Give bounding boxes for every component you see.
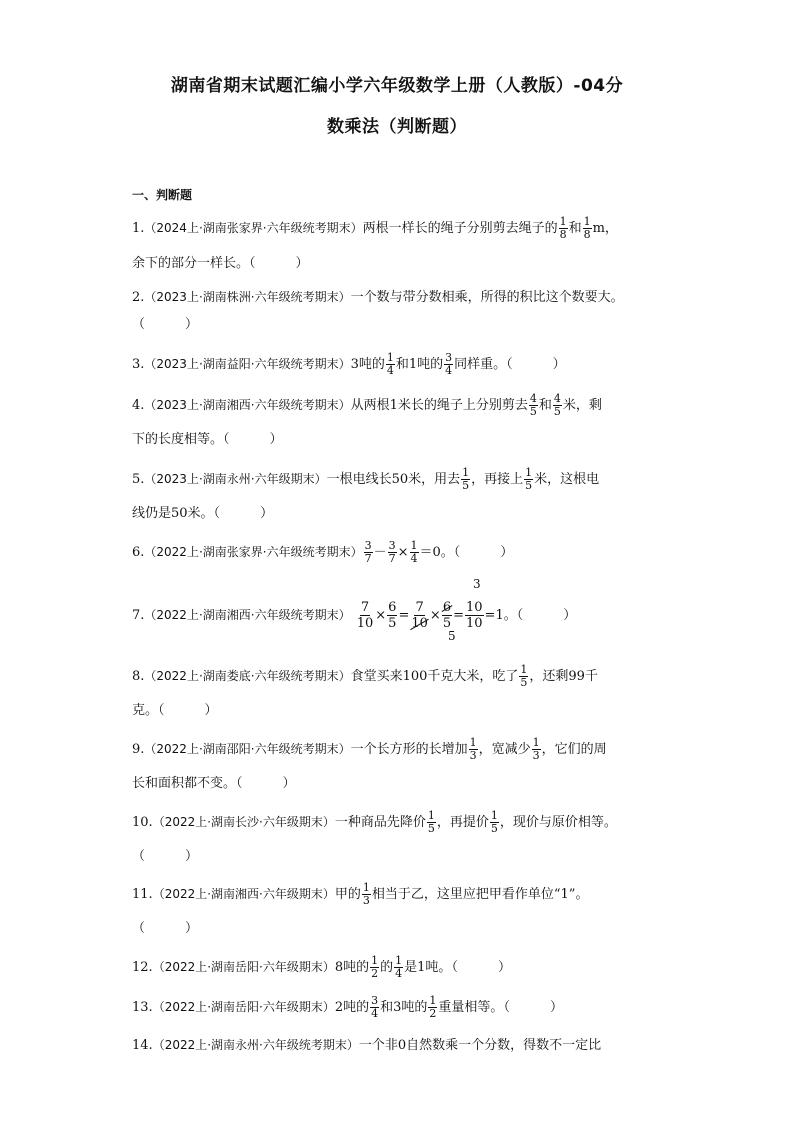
- question-1: 1.（2024上·湖南张家界·六年级统考期末）两根一样长的绳子分别剪去绳子的 $\frac{1}{8}$ 和 $\frac{1}{8}$ m，: [132, 215, 618, 241]
- title-line-2: 数乘法（判断题）: [327, 117, 467, 137]
- fraction: $\frac{4}{5}$: [553, 392, 561, 418]
- question-12: 12.（2022上·湖南岳阳·六年级期末）8吨的 $\frac{1}{2}$ 的 $\frac{1}{4}$ 是1吨。（ ）: [132, 954, 511, 980]
- question-source: （2022上·湖南湘西·六年级统考期末）: [144, 608, 351, 622]
- question-source: （2022上·湖南永州·六年级统考期末）: [152, 1038, 359, 1052]
- fraction: $\frac{1}{3}$: [362, 881, 370, 907]
- cancelled-denominator: 10: [411, 616, 428, 631]
- question-11-cont: （ ）: [132, 921, 199, 936]
- fraction: $\frac{3}{7}$: [364, 539, 372, 565]
- fraction: $\frac{1}{4}$: [395, 954, 403, 980]
- question-5-cont: 线仍是50米。（ ）: [132, 506, 274, 521]
- title-line-1: 湖南省期末试题汇编小学六年级数学上册（人教版）-04分: [170, 76, 624, 96]
- question-source: （2023上·湖南湘西·六年级统考期末）: [144, 398, 351, 412]
- question-source: （2023上·湖南益阳·六年级统考期末）: [144, 357, 351, 371]
- fraction: $\frac{1}{2}$: [429, 994, 437, 1020]
- question-8: 8.（2022上·湖南娄底·六年级统考期末）食堂买来100千克大米，吃了 $\frac{1}{5}$ ，还剩99千: [132, 663, 598, 689]
- question-10: 10.（2022上·湖南长沙·六年级期末）一种商品先降价 $\frac{1}{5}$ ，再提价 $\frac{1}{5}$ ，现价与原价相等。: [132, 809, 617, 835]
- question-6: 6.（2022上·湖南张家界·六年级统考期末） $\frac{3}{7}$ － $\frac{3}{7}$ × $\frac{1}{4}$ ＝0。（ ）: [132, 539, 514, 565]
- fraction: $\frac{3}{4}$: [371, 994, 379, 1020]
- fraction: $\frac{1}{5}$: [520, 663, 528, 689]
- fraction: $\frac{3}{4}$: [445, 351, 453, 377]
- question-9: 9.（2022上·湖南邵阳·六年级统考期末）一个长方形的长增加 $\frac{1}{3}$ ，宽减少 $\frac{1}{3}$ ，它们的周: [132, 736, 607, 762]
- section-heading: 一、判断题: [132, 188, 193, 202]
- question-source: （2023上·湖南株洲·六年级统考期末）: [144, 290, 351, 304]
- fraction: $\frac{6}{5}$: [442, 600, 452, 631]
- question-5: 5.（2023上·湖南永州·六年级期末）一根电线长50米，用去 $\frac{1}{5}$ ，再接上 $\frac{1}{5}$ 米，这根电: [132, 466, 600, 492]
- question-10-cont: （ ）: [132, 849, 199, 864]
- question-text: 两根一样长的绳子分别剪去绳子的: [362, 221, 558, 236]
- fraction: $\frac{1}{4}$: [410, 539, 418, 565]
- question-13: 13.（2022上·湖南岳阳·六年级期末）2吨的 $\frac{3}{4}$ 和3吨的 $\frac{1}{2}$ 重量相等。（ ）: [132, 994, 563, 1020]
- fraction: $\frac{1}{5}$: [462, 466, 470, 492]
- fraction: $\frac{1}{8}$: [559, 215, 567, 241]
- fraction: $\frac{7}{10}$: [356, 600, 374, 631]
- question-source: （2022上·湖南长沙·六年级期末）: [152, 815, 335, 829]
- question-4: 4.（2023上·湖南湘西·六年级统考期末）从两根1米长的绳子上分别剪去 $\frac{4}{5}$ 和 $\frac{4}{5}$ 米，剩: [132, 392, 602, 418]
- question-source: （2023上·湖南永州·六年级期末）: [144, 472, 327, 486]
- fraction: $\frac{7}{10}$: [411, 600, 428, 631]
- question-source: （2022上·湖南岳阳·六年级期末）: [152, 960, 335, 974]
- fraction: $\frac{3}{7}$: [388, 539, 396, 565]
- question-9-cont: 长和面积都不变。（ ）: [132, 776, 296, 791]
- question-3: 3.（2023上·湖南益阳·六年级统考期末）3吨的 $\frac{1}{4}$ 和1吨的 $\frac{3}{4}$ 同样重。（ ）: [132, 351, 566, 377]
- question-source: （2022上·湖南张家界·六年级统考期末）: [144, 545, 363, 559]
- question-source: （2022上·湖南岳阳·六年级期末）: [152, 1000, 335, 1014]
- fraction: $\frac{1}{3}$: [469, 736, 477, 762]
- fraction: $\frac{1}{5}$: [490, 809, 498, 835]
- question-source: （2024上·湖南张家界·六年级统考期末）: [144, 221, 363, 235]
- question-source: （2022上·湖南邵阳·六年级统考期末）: [144, 742, 351, 756]
- question-2: 2.（2023上·湖南株洲·六年级统考期末）一个数与带分数相乘，所得的积比这个数要大。: [132, 290, 624, 305]
- question-7: 7.（2022上·湖南湘西·六年级统考期末） $\frac{7}{10}$ × $\frac{6}{5}$ = $\frac{7}{10}$ × $\frac{6}{5}$ = $\frac{10}{10}$ =1。（ ）: [132, 600, 577, 631]
- question-4-cont: 下的长度相等。（ ）: [132, 432, 283, 447]
- fraction: $\frac{1}{5}$: [427, 809, 435, 835]
- fraction: $\frac{6}{5}$: [388, 600, 397, 631]
- question-source: （2022上·湖南湘西·六年级期末）: [152, 887, 335, 901]
- question-1-cont: 余下的部分一样长。（ ）: [132, 256, 309, 271]
- question-8-cont: 克。（ ）: [132, 703, 218, 718]
- fraction: $\frac{1}{8}$: [583, 215, 591, 241]
- fraction: $\frac{4}{5}$: [529, 392, 537, 418]
- question-14: 14.（2022上·湖南永州·六年级统考期末）一个非0自然数乘一个分数，得数不一定比: [132, 1038, 602, 1053]
- question-11: 11.（2022上·湖南湘西·六年级期末）甲的 $\frac{1}{3}$ 相当于乙，这里应把甲看作单位“1”。: [132, 881, 589, 907]
- question-2-cont: （ ）: [132, 317, 199, 332]
- cancelled-numerator: 6: [442, 600, 452, 615]
- fraction: $\frac{10}{10}$: [466, 600, 483, 631]
- fraction: $\frac{1}{3}$: [532, 736, 540, 762]
- fraction: $\frac{1}{4}$: [386, 351, 394, 377]
- fraction: $\frac{1}{5}$: [525, 466, 533, 492]
- reduction-note-top: 3: [473, 577, 481, 591]
- document-title: [130, 66, 664, 148]
- reduction-note-bottom: 5: [448, 629, 456, 643]
- fraction: $\frac{1}{2}$: [371, 954, 379, 980]
- question-source: （2022上·湖南娄底·六年级统考期末）: [144, 669, 351, 683]
- question-number: 1.: [132, 221, 145, 236]
